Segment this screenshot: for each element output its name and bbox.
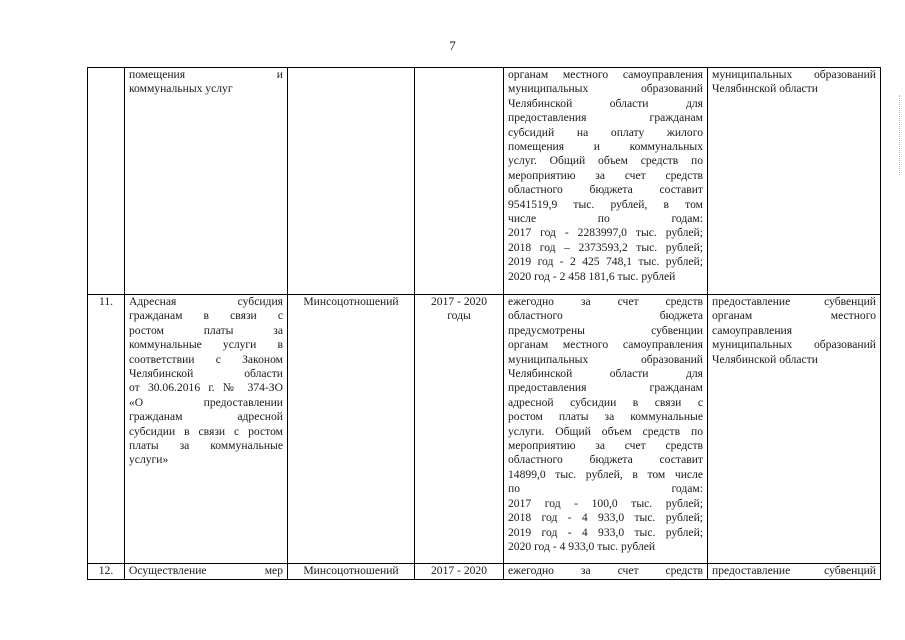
measure-name-line: «О предоставлении [129, 395, 283, 409]
measure-description-line: областного бюджета составит [508, 453, 703, 467]
measure-description-line: муниципальных образований [508, 82, 703, 96]
measure-description-line: мероприятию за счет средств [508, 439, 703, 453]
measure-description-line: областного бюджета [508, 309, 703, 323]
measure-name-line: ростом платы за [129, 323, 283, 337]
measure-name-line: соответствии с Законом [129, 352, 283, 366]
expected-result [708, 564, 881, 580]
measure-description [504, 68, 708, 295]
measure-description-line: органам местного самоуправления [508, 338, 703, 352]
table-row [88, 564, 881, 580]
row-number: 11. [88, 295, 125, 564]
measure-name-line: коммунальные услуги в [129, 338, 283, 352]
measure-description-line: 2019 год - 4 933,0 тыс. рублей; [508, 525, 703, 539]
measure-name-line: Осуществление мер [129, 564, 283, 577]
row-number: 12. [88, 564, 125, 580]
measure-name [125, 295, 288, 564]
measure-description-line: ежегодно за счет средств [508, 295, 703, 308]
expected-result-line: предоставление субвенций [712, 564, 876, 577]
measure-name-line: субсидии в связи с ростом [129, 424, 283, 438]
measure-description-line: 2018 год - 4 933,0 тыс. рублей; [508, 511, 703, 525]
measure-name-line: от 30.06.2016 г. № 374-ЗО [129, 381, 283, 395]
expected-result [708, 295, 881, 564]
measure-name-line: помещения и [129, 68, 283, 81]
table-row [88, 295, 881, 564]
measure-name-line: услуги» [129, 453, 169, 467]
expected-result-line: Челябинской области [712, 82, 818, 96]
table-row [88, 68, 881, 295]
executor [288, 68, 415, 295]
measure-description-line: 2017 год - 2283997,0 тыс. рублей; [508, 226, 703, 240]
scan-artifact [899, 95, 901, 175]
measure-description-line: предоставления гражданам [508, 381, 703, 395]
period: 2017 - 2020 годы [415, 295, 504, 564]
measure-description-line: мероприятию за счет средств [508, 168, 703, 182]
measure-description-line: 2020 год - 4 933,0 тыс. рублей [508, 539, 656, 553]
expected-result-line: муниципальных образований [712, 338, 876, 352]
expected-result-line: предоставление субвенций [712, 295, 876, 308]
measure-name-line: платы за коммунальные [129, 439, 283, 453]
measure-name-line: гражданам в связи с [129, 309, 283, 323]
measure-description-line: предусмотрены субвенции [508, 323, 703, 337]
measure-description-line: 2017 год - 100,0 тыс. рублей; [508, 496, 703, 510]
expected-result-line: органам местного [712, 309, 876, 323]
expected-result-line: самоуправления [712, 323, 793, 337]
measure-name [125, 564, 288, 580]
period: 2017 - 2020 [415, 564, 504, 580]
measure-description-line: услуг. Общий объем средств по [508, 154, 703, 168]
measure-description-line: областного бюджета составит [508, 183, 703, 197]
measure-name-line: Челябинской области [129, 367, 283, 381]
measure-description [504, 564, 708, 580]
measure-description-line: субсидий на оплату жилого [508, 125, 703, 139]
measure-description-line: 2018 год – 2373593,2 тыс. рублей; [508, 240, 703, 254]
row-number [88, 68, 125, 295]
executor: Минсоцотношений [288, 295, 415, 564]
measure-description-line: помещения и коммунальных [508, 140, 703, 154]
measure-description-line: муниципальных образований [508, 352, 703, 366]
measure-description-line: предоставления гражданам [508, 111, 703, 125]
measure-name-line: гражданам адресной [129, 410, 283, 424]
measure-name [125, 68, 288, 295]
measure-description-line: по годам: [508, 482, 703, 496]
measure-description-line: Челябинской области для [508, 367, 703, 381]
executor: Минсоцотношений [288, 564, 415, 580]
measure-description-line: Челябинской области для [508, 96, 703, 110]
page-number: 7 [449, 38, 456, 53]
measure-description-line: ростом платы за коммунальные [508, 410, 703, 424]
measure-name-line: коммунальных услуг [129, 82, 233, 96]
expected-result-line: Челябинской области [712, 352, 818, 366]
measure-description-line: ежегодно за счет средств [508, 564, 703, 577]
measure-description-line: числе по годам: [508, 212, 703, 226]
measure-description-line: 2019 год - 2 425 748,1 тыс. рублей; [508, 255, 703, 269]
measure-description-line: 9541519,9 тыс. рублей, в том [508, 197, 703, 211]
period [415, 68, 504, 295]
measure-description-line: услуги. Общий объем средств по [508, 424, 703, 438]
measure-description-line: 2020 год - 2 458 181,6 тыс. рублей [508, 269, 676, 283]
expected-result-line: муниципальных образований [712, 68, 876, 81]
measure-description-line: адресной субсидии в связи с [508, 395, 703, 409]
measure-description-line: 14899,0 тыс. рублей, в том числе [508, 467, 703, 481]
expected-result [708, 68, 881, 295]
measure-description-line: органам местного самоуправления [508, 68, 703, 81]
measures-table [87, 67, 881, 580]
measure-description [504, 295, 708, 564]
measure-name-line: Адресная субсидия [129, 295, 283, 308]
